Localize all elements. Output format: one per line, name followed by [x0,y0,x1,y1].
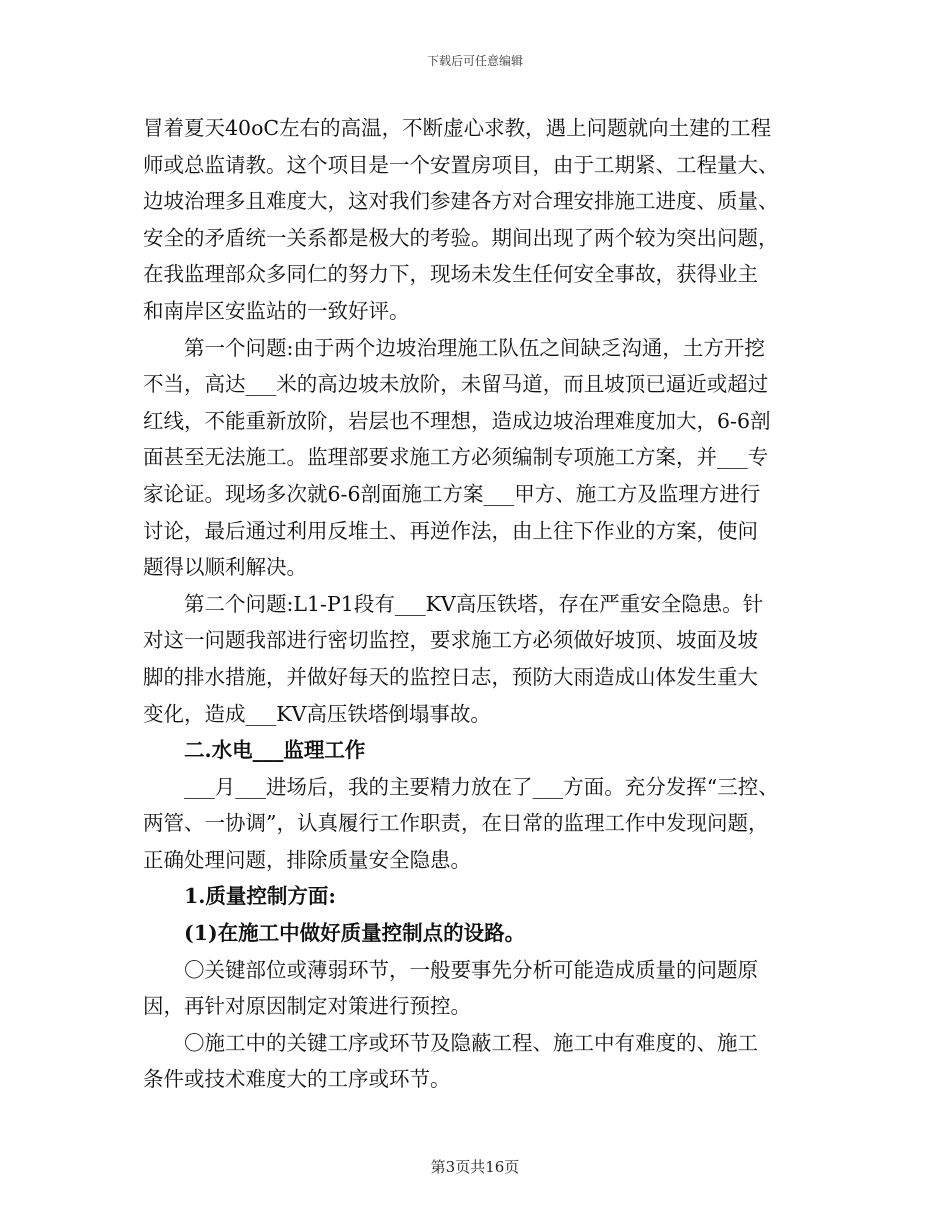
section-heading: 二.水电___监理工作 [184,738,366,763]
paragraph-first-line: 〇施工中的关键工序或环节及隐蔽工程、施工中有难度的、施工 [184,1030,758,1055]
text-line: 红线，不能重新放阶，岩层也不理想，造成边坡治理难度加大，6-6剖 [143,408,771,433]
text-line: 在我监理部众多同仁的努力下，现场未发生任何安全事故，获得业主 [143,262,758,287]
page-header: 下载后可任意编辑 [426,54,523,68]
document-body [143,110,813,1098]
text-line: 变化，造成___KV高压铁塔倒塌事故。 [143,701,491,726]
text-line: 脚的排水措施，并做好每天的监控日志，预防大雨造成山体发生重大 [143,664,758,689]
text-line: 和南岸区安监站的一致好评。 [143,298,410,323]
text-line: 对这一问题我部进行密切监控，要求施工方必须做好坡顶、坡面及坡 [143,628,758,653]
text-line: 安全的矛盾统一关系都是极大的考验。期间出现了两个较为突出问题， [143,225,779,250]
paragraph-first-line: 〇关键部位或薄弱环节，一般要事先分析可能造成质量的问题原 [184,957,758,982]
text-line: 因，再针对原因制定对策进行预控。 [143,994,471,1019]
text-line: 讨论，最后通过利用反堆土、再逆作法，由上往下作业的方案，使问 [143,518,758,543]
text-line: 条件或技术难度大的工序或环节。 [143,1067,451,1092]
text-line: 面甚至无法施工。监理部要求施工方必须编制专项施工方案，并___专 [143,445,769,470]
paragraph-first-line: 第二个问题:L1-P1段有___KV高压铁塔，存在严重安全隐患。针 [184,591,764,616]
text-line: 家论证。现场多次就6-6剖面施工方案___甲方、施工方及监理方进行 [143,481,761,506]
text-line: 题得以顺利解决。 [143,555,307,580]
text-line: 冒着夏天40oC左右的高温，不断虚心求教，遇上问题就向土建的工程 [143,116,772,140]
text-line: 边坡治理多且难度大，这对我们参建各方对合理安排施工进度、质量、 [143,189,779,214]
paragraph-first-line: ___月___进场后，我的主要精力放在了___方面。充分发挥“三控、 [184,774,779,799]
text-line: 正确处理问题，排除质量安全隐患。 [143,847,471,872]
text-line: 两管、一协调”，认真履行工作职责，在日常的监理工作中发现问题， [143,811,769,836]
subsection-heading: (1)在施工中做好质量控制点的设路。 [184,921,526,946]
text-line: 师或总监请教。这个项目是一个安置房项目，由于工期紧、工程量大、 [143,152,779,177]
page-number: 第3页共16页 [430,1158,520,1176]
paragraph-first-line: 第一个问题:由于两个边坡治理施工队伍之间缺乏沟通，土方开挖 [184,335,765,360]
subsection-heading: 1.质量控制方面: [184,884,336,909]
text-line: 不当，高达___米的高边坡未放阶，未留马道，而且坡顶已逼近或超过 [143,372,769,397]
